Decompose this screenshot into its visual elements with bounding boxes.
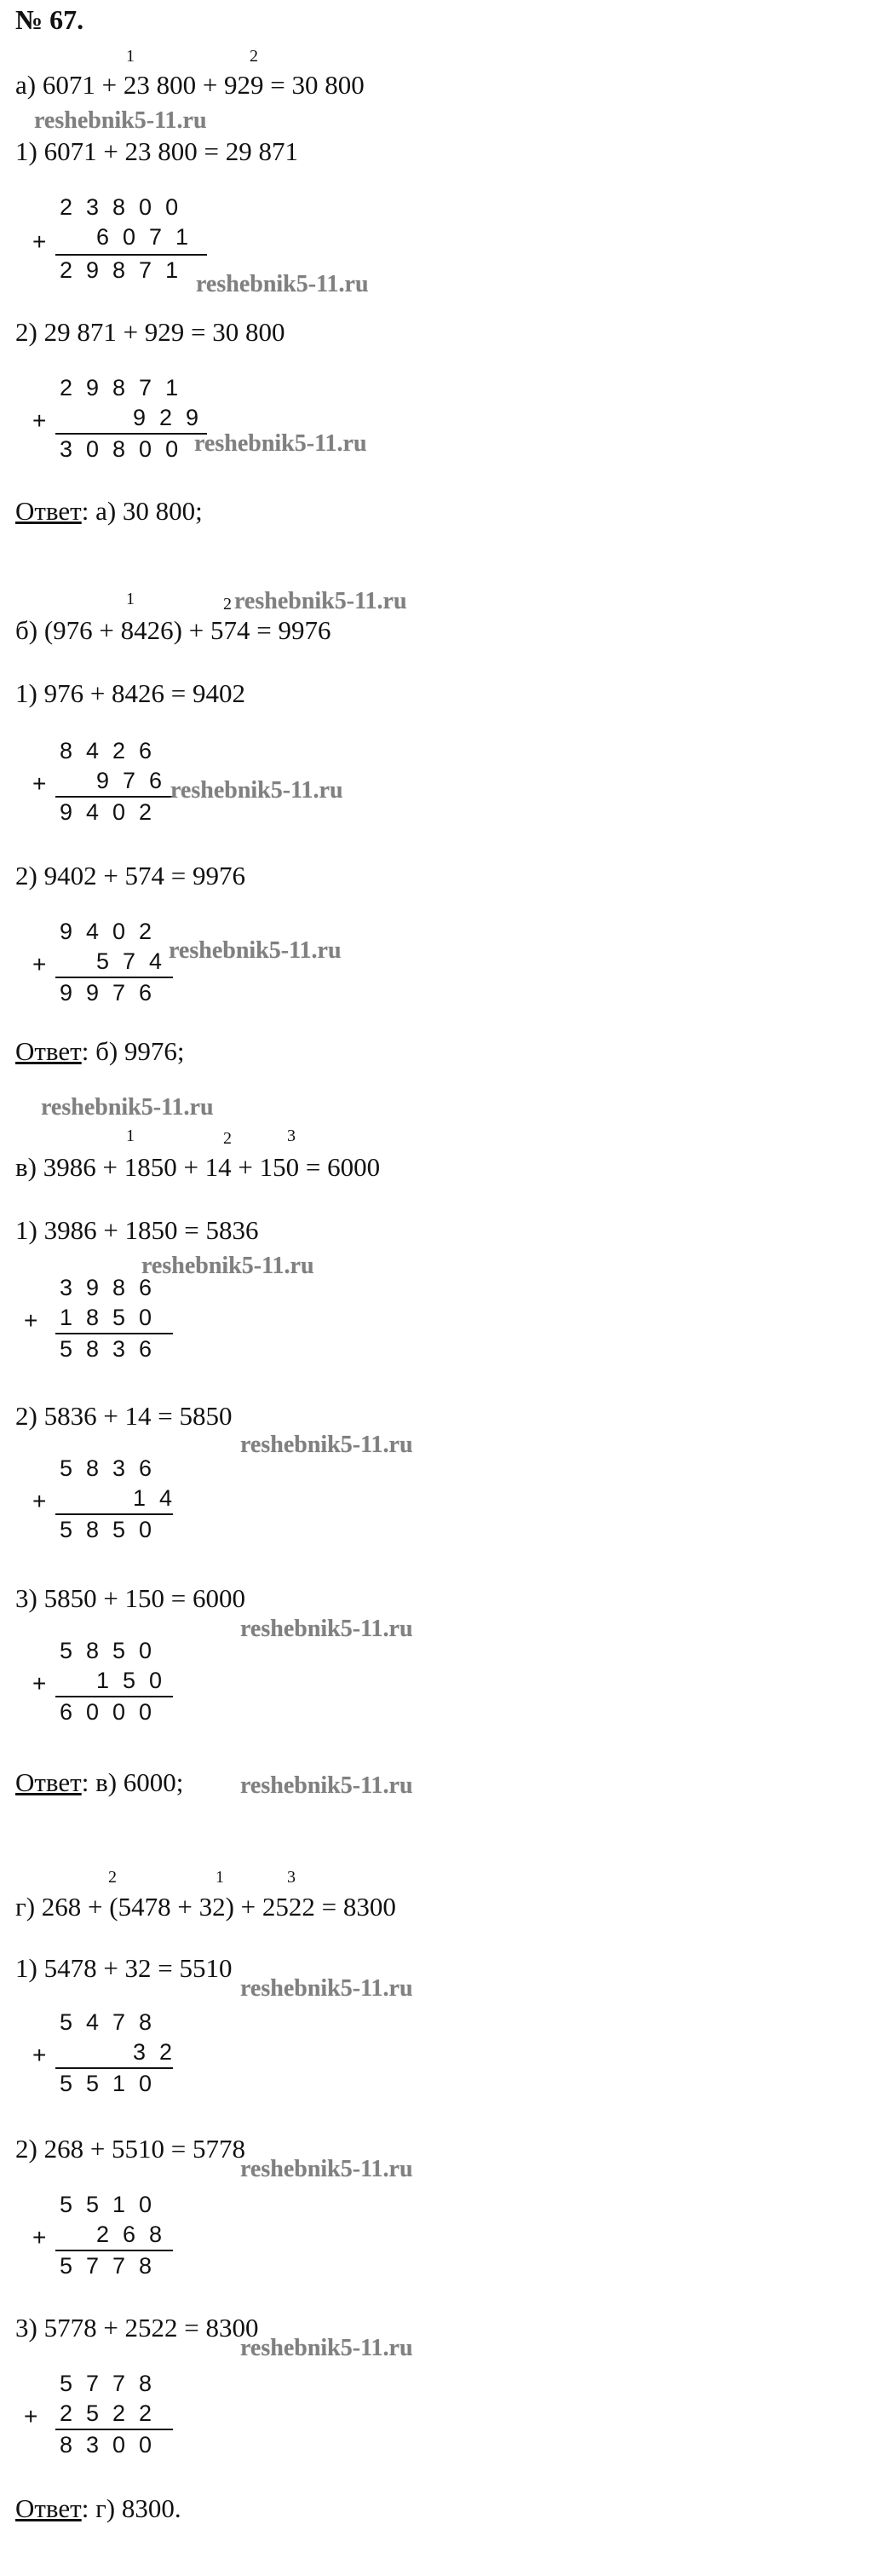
order-mark: 1 <box>216 1868 224 1887</box>
column-result: 8300 <box>60 2432 166 2458</box>
watermark: reshebnik5-11.ru <box>240 2156 413 2182</box>
column-result: 29871 <box>60 257 193 283</box>
column-top: 3986 <box>60 1275 166 1300</box>
column-bottom: 976 <box>96 768 176 793</box>
plus-sign: + <box>32 1488 47 1514</box>
part-a-expression: а) 6071 + 23 800 + 929 = 30 800 <box>15 70 365 100</box>
part-v-step-3: 3) 5850 + 150 = 6000 <box>15 1583 246 1613</box>
watermark: reshebnik5-11.ru <box>240 1772 413 1799</box>
column-top: 8426 <box>60 738 166 764</box>
column-result: 5778 <box>60 2253 166 2279</box>
column-result: 5836 <box>60 1336 166 1362</box>
order-mark: 2 <box>223 1129 232 1148</box>
watermark: reshebnik5-11.ru <box>240 1432 413 1458</box>
column-bottom: 6071 <box>96 224 203 250</box>
order-mark: 1 <box>126 1127 135 1145</box>
column-top: 23800 <box>60 194 193 220</box>
order-mark: 1 <box>126 47 135 66</box>
part-v-step-2: 2) 5836 + 14 = 5850 <box>15 1401 233 1431</box>
watermark: reshebnik5-11.ru <box>41 1094 214 1121</box>
column-rule <box>55 2067 173 2069</box>
column-result: 5510 <box>60 2071 166 2096</box>
column-top: 5478 <box>60 2009 166 2035</box>
column-top: 5850 <box>60 1638 166 1663</box>
problem-title: № 67. <box>15 4 84 35</box>
column-top: 5836 <box>60 1455 166 1481</box>
column-result: 9976 <box>60 980 166 1006</box>
column-result: 5850 <box>60 1517 166 1542</box>
column-bottom: 574 <box>96 948 176 974</box>
part-b-step-1: 1) 976 + 8426 = 9402 <box>15 678 246 708</box>
watermark: reshebnik5-11.ru <box>240 1616 413 1642</box>
answer-value: : б) 9976; <box>81 1036 185 1066</box>
answer-value: : г) 8300. <box>81 2493 181 2523</box>
watermark: reshebnik5-11.ru <box>169 937 342 964</box>
answer-label: Ответ <box>15 2493 82 2523</box>
plus-sign: + <box>32 228 47 255</box>
part-b-expression: б) (976 + 8426) + 574 = 9976 <box>15 615 331 645</box>
answer-label: Ответ <box>15 1767 82 1797</box>
watermark: reshebnik5-11.ru <box>240 2335 413 2361</box>
column-result: 6000 <box>60 1699 166 1725</box>
column-rule <box>55 1513 173 1515</box>
order-mark: 3 <box>287 1127 296 1145</box>
column-bottom: 2522 <box>60 2400 166 2426</box>
column-rule <box>55 1696 173 1697</box>
plus-sign: + <box>24 1307 38 1334</box>
watermark: reshebnik5-11.ru <box>196 271 369 297</box>
part-g-step-2: 2) 268 + 5510 = 5778 <box>15 2134 246 2164</box>
plus-sign: + <box>32 2224 47 2250</box>
part-b-step-2: 2) 9402 + 574 = 9976 <box>15 861 246 890</box>
column-bottom: 14 <box>133 1485 187 1511</box>
part-g-step-3: 3) 5778 + 2522 = 8300 <box>15 2313 259 2343</box>
column-top: 9402 <box>60 919 166 944</box>
part-g-expression: г) 268 + (5478 + 32) + 2522 = 8300 <box>15 1892 396 1922</box>
watermark: reshebnik5-11.ru <box>170 777 343 804</box>
column-rule <box>55 254 207 256</box>
part-a-answer <box>15 496 203 527</box>
column-bottom: 929 <box>133 405 213 430</box>
answer-label: Ответ <box>15 1036 82 1066</box>
column-bottom: 150 <box>96 1668 176 1693</box>
column-bottom: 268 <box>96 2222 176 2247</box>
answer-label: Ответ <box>15 496 82 526</box>
order-mark: 2 <box>108 1868 117 1887</box>
column-top: 29871 <box>60 375 193 401</box>
watermark: reshebnik5-11.ru <box>240 1975 413 2002</box>
part-v-answer <box>15 1767 183 1798</box>
plus-sign: + <box>32 951 47 977</box>
part-v-expression: в) 3986 + 1850 + 14 + 150 = 6000 <box>15 1152 381 1182</box>
order-mark: 1 <box>126 590 135 608</box>
plus-sign: + <box>32 2042 47 2068</box>
column-bottom: 1850 <box>60 1305 166 1330</box>
plus-sign: + <box>24 2403 38 2429</box>
column-bottom: 32 <box>133 2039 187 2065</box>
column-rule <box>55 433 207 435</box>
part-b-answer <box>15 1036 185 1067</box>
order-mark: 2 <box>223 595 232 614</box>
part-a-step-1: 1) 6071 + 23 800 = 29 871 <box>15 136 299 166</box>
plus-sign: + <box>32 770 47 797</box>
watermark: reshebnik5-11.ru <box>34 107 207 134</box>
watermark: reshebnik5-11.ru <box>194 430 367 457</box>
column-rule <box>55 2429 173 2430</box>
column-result: 30800 <box>60 436 193 462</box>
watermark: reshebnik5-11.ru <box>141 1253 314 1279</box>
column-rule <box>55 1333 173 1334</box>
part-g-answer <box>15 2493 181 2524</box>
column-top: 5510 <box>60 2192 166 2217</box>
answer-value: : в) 6000; <box>81 1767 184 1797</box>
watermark: reshebnik5-11.ru <box>234 588 407 614</box>
answer-value: : а) 30 800; <box>81 496 203 526</box>
order-mark: 3 <box>287 1868 296 1887</box>
part-g-step-1: 1) 5478 + 32 = 5510 <box>15 1953 233 1983</box>
plus-sign: + <box>32 407 47 434</box>
part-v-step-1: 1) 3986 + 1850 = 5836 <box>15 1215 259 1245</box>
column-top: 5778 <box>60 2371 166 2396</box>
column-rule <box>55 796 173 798</box>
column-result: 9402 <box>60 799 166 825</box>
column-rule <box>55 977 173 978</box>
part-a-step-2: 2) 29 871 + 929 = 30 800 <box>15 317 285 347</box>
column-rule <box>55 2250 173 2251</box>
order-mark: 2 <box>250 47 258 66</box>
plus-sign: + <box>32 1670 47 1697</box>
